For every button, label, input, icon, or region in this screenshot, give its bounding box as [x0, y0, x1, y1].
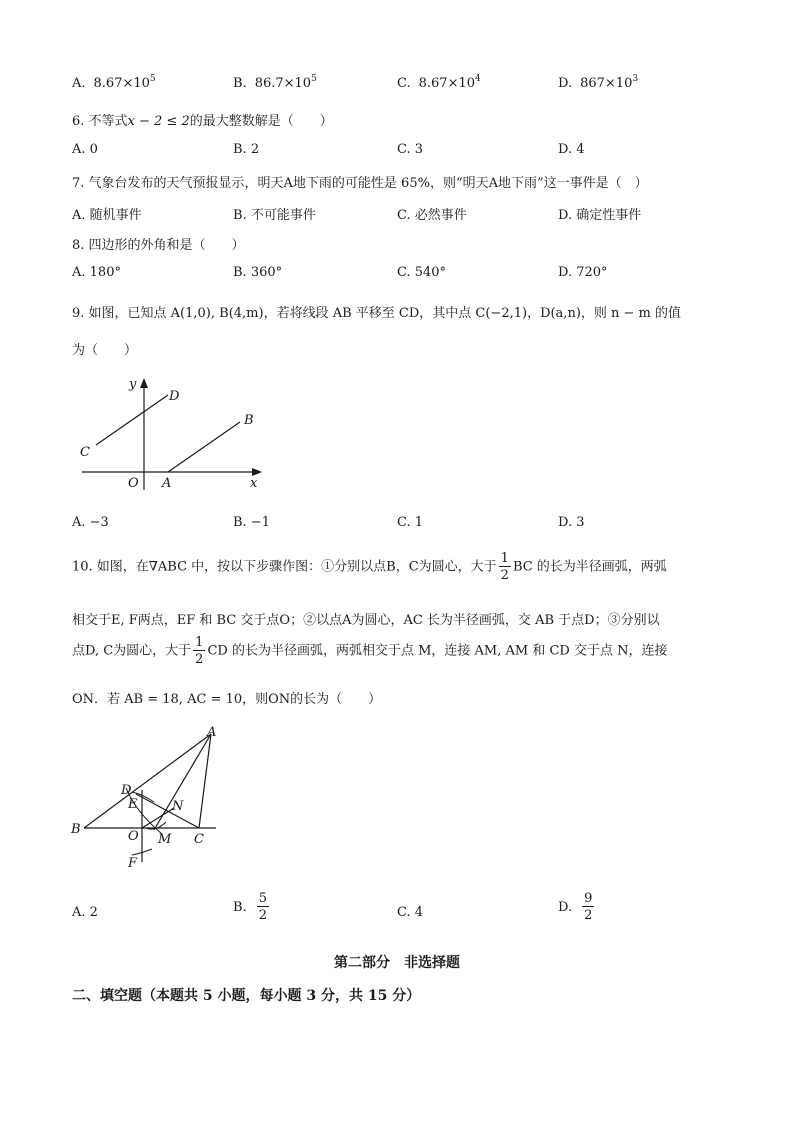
q10-line3	[72, 636, 667, 666]
q5-option-b	[233, 74, 317, 91]
q5-option-c-letter: C.	[397, 76, 411, 91]
q10-label-b: B	[71, 822, 81, 837]
q5-option-b-text: 86.7×10	[254, 76, 312, 91]
q7-option-b: B. 不可能事件	[233, 208, 316, 223]
q10-line1	[72, 552, 667, 582]
q7-stem: 7. 气象台发布的天气预报显示，明天A地下雨的可能性是 65%，则“明天A地下雨”这一事件是（ ）	[72, 176, 648, 191]
q7-option-d: D. 确定性事件	[558, 208, 642, 223]
q8-stem: 8. 四边形的外角和是（ ）	[72, 238, 245, 253]
q10-label-e: E	[128, 797, 138, 812]
q9-label-d: D	[169, 389, 180, 404]
q10-label-m: M	[158, 832, 172, 847]
q10-option-a: A. 2	[72, 905, 98, 920]
q7-option-a: A. 随机事件	[72, 208, 142, 223]
q10-segment-cd	[136, 794, 199, 828]
q10-option-d	[558, 892, 596, 922]
q10-option-d-frac	[582, 892, 594, 922]
q9-label-c: C	[80, 445, 90, 460]
q8-option-d: D. 720°	[558, 265, 608, 280]
q10-line2: 相交于E, F两点，EF 和 BC 交于点O；②以点A为圆心，AC 长为半径画弧，交 AB 于点D；③分别以	[72, 613, 660, 628]
q6-stem-a: 6. 不等式	[72, 114, 128, 129]
q8-option-c: C. 540°	[397, 265, 447, 280]
q10-line3-a: 点D, C为圆心，大于	[72, 643, 192, 659]
q10-segment-on	[142, 808, 174, 828]
q10-label-c: C	[194, 832, 204, 847]
q9-y-axis-arrow	[140, 378, 148, 388]
q10-segment-ac	[199, 734, 211, 828]
q5-option-a-letter: A.	[72, 76, 86, 91]
q9-x-axis-arrow	[252, 468, 262, 476]
q10-segment-ab	[84, 734, 211, 828]
q10-option-b	[233, 892, 271, 922]
q9-label-y: y	[129, 377, 137, 392]
q5-option-a-exp: 5	[149, 74, 156, 84]
q10-frac1-num: 1	[500, 551, 509, 566]
q5-option-d-letter: D.	[558, 76, 573, 91]
q6-stem	[72, 110, 333, 129]
q10-frac2-num: 1	[195, 635, 204, 650]
q9-stem-line1: 9. 如图，已知点 A(1,0), B(4,m)，若将线段 AB 平移至 CD，其中点 C(−2,1)，D(a,n)，则 n − m 的值	[72, 306, 682, 321]
q10-label-a: A	[207, 725, 217, 740]
q9-option-d: D. 3	[558, 515, 585, 530]
q10-frac1-den: 2	[500, 568, 509, 583]
q6-option-b: B. 2	[233, 142, 260, 157]
part2-title: 第二部分 非选择题	[334, 955, 460, 971]
q5-option-d	[558, 74, 638, 91]
q10-option-b-letter: B.	[233, 899, 247, 915]
q10-label-d: D	[121, 783, 132, 798]
q9-coordinate-figure	[72, 372, 272, 497]
q9-label-a: A	[162, 476, 172, 491]
q10-label-o: O	[128, 829, 139, 844]
q5-option-a-text: 8.67×10	[93, 76, 150, 91]
q6-option-c: C. 3	[397, 142, 424, 157]
section-fill-in-heading: 二、填空题（本题共 5 小题，每小题 3 分，共 15 分）	[72, 988, 421, 1004]
q6-option-d: D. 4	[558, 142, 585, 157]
q5-option-b-letter: B.	[233, 76, 247, 91]
q5-option-c	[397, 74, 481, 91]
q8-option-a: A. 180°	[72, 265, 121, 280]
q10-option-b-den: 2	[258, 908, 267, 923]
q10-line1-b: BC 的长为半径画弧，两弧	[512, 559, 667, 575]
q9-stem-line2: 为（ ）	[72, 343, 138, 358]
q10-line3-b: CD 的长为半径画弧，两弧相交于点 M，连接 AM, AM 和 CD 交于点 N，连接	[207, 643, 668, 659]
q5-option-a	[72, 74, 156, 91]
q9-option-b: B. −1	[233, 515, 270, 530]
q10-option-d-letter: D.	[558, 899, 573, 915]
q9-option-c: C. 1	[397, 515, 424, 530]
q6-expr: x − 2 ≤ 2	[127, 114, 190, 129]
q10-line1-a: 10. 如图，在∇ABC 中，按以下步骤作图：①分别以点B，C为圆心，大于	[72, 559, 497, 575]
q10-option-d-num: 9	[584, 891, 593, 906]
q10-line4: ON．若 AB = 18, AC = 10，则ON的长为（ ）	[72, 692, 382, 707]
q9-segment-ab	[168, 422, 240, 472]
q5-option-d-exp: 3	[632, 74, 639, 84]
q5-option-d-text: 867×10	[580, 76, 633, 91]
q10-option-b-frac	[257, 892, 269, 922]
q8-option-b: B. 360°	[233, 265, 283, 280]
q10-option-d-den: 2	[584, 908, 593, 923]
q5-option-c-exp: 4	[475, 74, 481, 84]
q9-option-a: A. −3	[72, 515, 109, 530]
q9-label-o: O	[128, 476, 139, 491]
q10-triangle-figure	[66, 722, 226, 872]
q7-option-c: C. 必然事件	[397, 208, 467, 223]
q10-option-c: C. 4	[397, 905, 424, 920]
q10-fraction-half-1	[499, 552, 511, 582]
q5-option-b-exp: 5	[311, 74, 317, 84]
q10-frac2-den: 2	[195, 652, 204, 667]
q10-option-b-num: 5	[258, 891, 267, 906]
q10-fraction-half-2	[193, 636, 205, 666]
q6-stem-b: 的最大整数解是（ ）	[189, 114, 333, 129]
q5-option-c-text: 8.67×10	[418, 76, 476, 91]
q10-label-n: N	[172, 799, 184, 814]
q10-label-f: F	[128, 856, 138, 871]
q9-segment-cd	[96, 395, 168, 445]
q6-option-a: A. 0	[72, 142, 98, 157]
q9-label-b: B	[244, 413, 254, 428]
q9-label-x: x	[250, 476, 258, 491]
